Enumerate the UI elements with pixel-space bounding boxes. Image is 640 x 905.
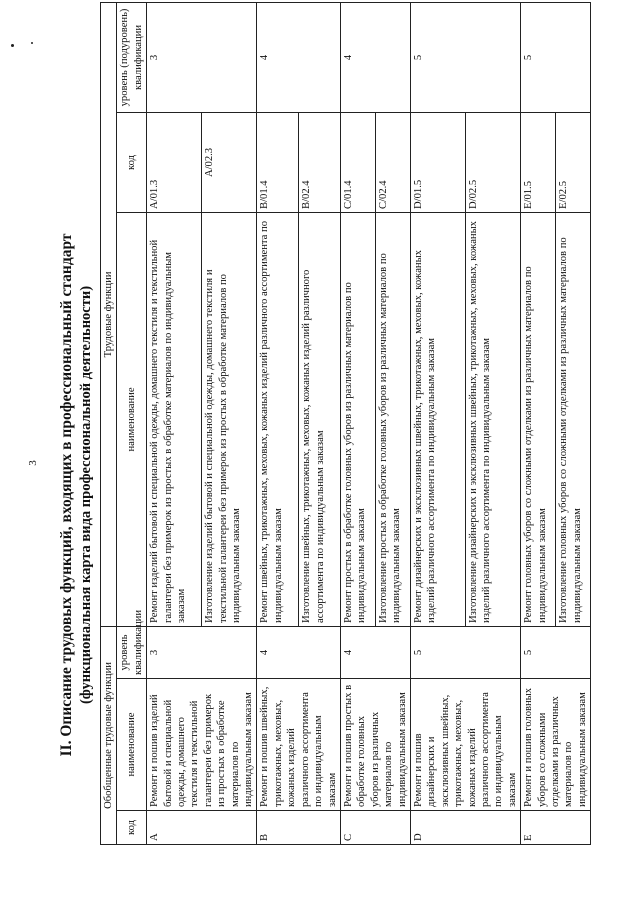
function-code: B/01.4 — [257, 112, 299, 212]
header-function-level: уровень (подуровень) квалификации — [117, 2, 147, 112]
function-level: 3 — [147, 2, 257, 112]
group-name: Ремонт и пошив швейных, трикотажных, меховых, кожаных изделий различного ассортимента по индивидуальным заказам — [257, 679, 340, 811]
table-subheader-row — [117, 2, 147, 844]
group-name: Ремонт и пошив простых в обработке головных уборов из различных материалов по индивидуальным заказам — [340, 679, 410, 811]
group-code: E — [521, 811, 591, 845]
group-level: 5 — [410, 626, 520, 678]
header-function-code: код — [117, 112, 147, 212]
group-code: B — [257, 811, 340, 845]
header-function-name: наименование — [117, 212, 147, 626]
group-name: Ремонт и пошив головных уборов со сложными отделками из различных материалов по индивидуальным заказам — [521, 679, 591, 811]
function-code: E/02.5 — [556, 112, 591, 212]
header-generalized-functions: Обобщенные трудовые функции — [101, 626, 117, 844]
group-level: 4 — [340, 626, 410, 678]
table-row — [521, 2, 556, 844]
header-name: наименование — [117, 679, 147, 811]
function-code: A/02.3 — [202, 112, 257, 212]
group-name: Ремонт и пошив изделий бытовой и специальной одежды, домашнего текстиля и текстильной галантереи без примерок из простых в обработке материалов по индивидуальным заказам — [147, 679, 257, 811]
table-row — [147, 2, 202, 844]
group-level: 3 — [147, 626, 257, 678]
group-level: 4 — [257, 626, 340, 678]
header-code: код — [117, 811, 147, 845]
group-code: D — [410, 811, 520, 845]
function-name: Ремонт головных уборов со сложными отделками из различных материалов по индивидуальным заказам — [521, 212, 556, 626]
function-name: Ремонт швейных, трикотажных, меховых, кожаных изделий различного ассортимента по индивидуальным заказам — [257, 212, 299, 626]
group-code: A — [147, 811, 257, 845]
function-level: 4 — [257, 2, 340, 112]
table-header-row — [101, 2, 117, 844]
page-subtitle: (функциональная карта вида профессиональной деятельности) — [78, 285, 94, 705]
group-name: Ремонт и пошив дизайнерских и эксклюзивных швейных, трикотажных, меховых, кожаных изделий различного ассортимента по индивидуальным заказам — [410, 679, 520, 811]
function-level: 4 — [340, 2, 410, 112]
function-name: Изготовление головных уборов со сложными отделками из различных материалов по индивидуальным заказам — [556, 212, 591, 626]
group-level: 5 — [521, 626, 591, 678]
function-level: 5 — [410, 2, 520, 112]
table-row — [257, 2, 299, 844]
function-code: E/01.5 — [521, 112, 556, 212]
header-labor-functions: Трудовые функции — [101, 2, 117, 626]
group-code: C — [340, 811, 410, 845]
function-level: 5 — [521, 2, 591, 112]
function-name: Изготовление дизайнерских и эксклюзивных швейных, трикотажных, меховых, кожаных изделий различного ассортимента по индивидуальным заказам — [466, 212, 521, 626]
function-name: Ремонт простых в обработке головных уборов из различных материалов по индивидуальным заказам — [340, 212, 375, 626]
functional-map-table — [100, 2, 591, 845]
page-title: II. Описание трудовых функций, входящих в профессиональный стандарт — [58, 233, 75, 757]
page-number: 3 — [26, 460, 39, 466]
function-name: Ремонт дизайнерских и эксклюзивных швейных, трикотажных, меховых, кожаных изделий различного ассортимента по индивидуальным заказам — [410, 212, 465, 626]
table-row — [410, 2, 465, 844]
function-name: Ремонт изделий бытовой и специальной одежды, домашнего текстиля и текстильной галантереи без примерок из простых в обработке материалов по индивидуальным заказам — [147, 212, 202, 626]
function-code: D/01.5 — [410, 112, 465, 212]
function-code: C/01.4 — [340, 112, 375, 212]
function-name: Изготовление простых в обработке головных уборов из различных материалов по индивидуальным заказам — [375, 212, 410, 626]
function-code: A/01.3 — [147, 112, 202, 212]
table-row — [340, 2, 375, 844]
header-level: уровень квалификации — [117, 626, 147, 678]
function-name: Изготовление швейных, трикотажных, меховых, кожаных изделий различного ассортимента по индивидуальным заказам — [299, 212, 341, 626]
function-code: D/02.5 — [466, 112, 521, 212]
function-code: C/02.4 — [375, 112, 410, 212]
function-code: B/02.4 — [299, 112, 341, 212]
function-name: Изготовление изделий бытовой и специальной одежды, домашнего текстиля и текстильной галантереи без примерок из простых в обработке материалов по индивидуальным заказам — [202, 212, 257, 626]
